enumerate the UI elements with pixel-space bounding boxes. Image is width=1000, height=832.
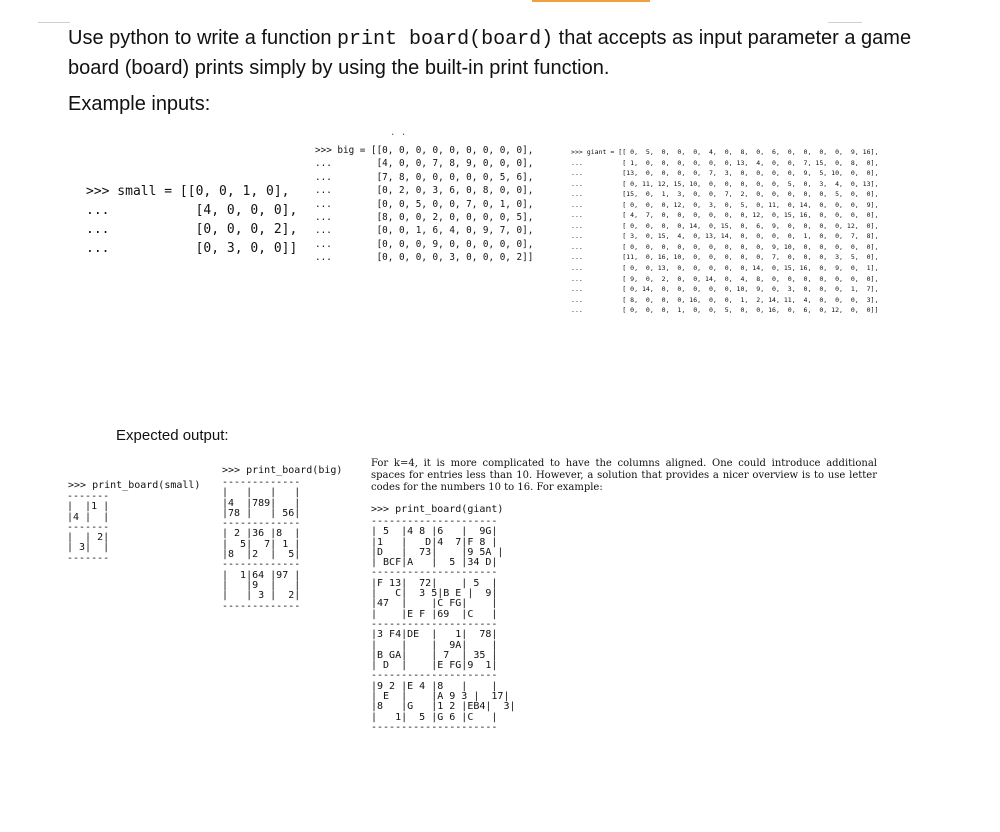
giant-board-input: >>> giant = [[ 0, 5, 0, 0, 0, 4, 0, 8, 0, 6, 0, 0, 0, 0, 9, 16], ... [ 1, 0, 0, 0, 0, 0, 0, 13, 4, 0, 0, 7, 15, 0, 8, 0], ... [13, 0, 0, 0, 0, 7, 3, 0, 0, 0, 0, 9, 5, 10, 0, 0], ... [ 0, 11, 12, 15, 10, 0, 0, 0, 0, 0, 5, 0, 3, 4, 0, 13], ... [15, 0, 1, 3, 0, 0, 7, 2, 0, 0, 0, 0, 0, 5, 0, 0], ... [ 0, 0, 0, 12, 0, 3, 0, 5, 0, 11, 0, 14, 0, 0, 0, 9], ... [ 4, 7, 0, 0, 0, 0, 0, 0, 12, 0, 15, 16, 0, 0, 0, 0], ... [ 0, 0, 0, 0, 14, 0, 15, 0, 6, 9, 0, 0, 0, 0, 12, 0], ... [ 3, 0, 15, 4, 0, 13, 14, 0, 0, 0, 0, 1, 0, 0, 7, 8], ... [ 0, 0, 0, 0, 0, 0, 0, 0, 0, 9, 10, 0, 0, 0, 0, 0], ... [11, 0, 16, 10, 0, 0, 0, 0, 0, 7, 0, 0, 0, 3, 5, 0], ... [ 0, 0, 13, 0, 0, 0, 0, 0, 14, 0, 15, 16, 0, 9, 0, 1], ... [ 9, 0, 2, 0, 0, 14, 0, 4, 8, 0, 0, 0, 0, 0, 0, 0], ... [ 0, 14, 0, 0, 0, 0, 0, 10, 9, 0, 3, 0, 0, 0, 1, 7], ... [ 8, 0, 0, 0, 16, 0, 0, 1, 2, 14, 11, 4, 0, 0, 0, 3], ... [ 0, 0, 0, 1, 0, 0, 5, 0, 0, 16, 0, 6, 0, 12, 0, 0]] (571, 148, 879, 315)
giant-explanation: For k=4, it is more complicated to have the columns aligned. One could introduce additional spaces for entries less than 10. However, a solution that provides a nicer overview is to use letter codes for the numbers 10 to 16. For example: (371, 458, 877, 493)
top-divider-left (38, 22, 70, 23)
top-divider-right (828, 22, 862, 23)
big-board-output: ------------- | | | | |4 |789| | |78 | | 56| ------------- | 2 |36 |8 | | 5| 7| 1 | |8 |2 | 5| ------------- | 1|64 |97 | | |9 | | | | 3 | 2| ------------- (222, 477, 301, 612)
intro-text-2: that accepts as input parameter a game board (board) prints simply by using the built-in print function. (68, 27, 912, 79)
intro-text-1: Use python to write a function (68, 27, 338, 49)
top-accent-mark (532, 0, 650, 2)
small-print-command: >>> print_board(small) (68, 480, 201, 491)
problem-statement (68, 24, 948, 83)
example-inputs-heading: Example inputs: (68, 93, 211, 115)
big-board-input: >>> big = [[0, 0, 0, 0, 0, 0, 0, 0, 0], ... [4, 0, 0, 7, 8, 9, 0, 0, 0], ... [7, 8, 0, 0, 0, 0, 0, 5, 6], ... [0, 2, 0, 3, 6, 0, 8, 0, 0], ... [0, 0, 5, 0, 0, 7, 0, 1, 0], ... [8, 0, 0, 2, 0, 0, 0, 0, 5], ... [0, 0, 1, 6, 4, 0, 9, 7, 0], ... [0, 0, 0, 9, 0, 0, 0, 0, 0], ... [0, 0, 0, 0, 3, 0, 0, 0, 2]] (315, 145, 534, 264)
giant-print-command: >>> print_board(giant) (371, 504, 504, 515)
small-board-output: ------- | |1 | |4 | | ------- | | 2| | 3| | ------- (67, 491, 110, 564)
giant-board-output: --------------------- | 5 |4 8 |6 | 9G| |1 | D|4 7|F 8 | |D | 73| |9 5A | | BCF|A | 5 |34 D| --------------------- |F 13| 72| | 5 | | C| 3 5|B E | 9| |47 | |C FG| | | |E F |69 |C | --------------------- |3 F4|DE | 1| 78| | | | 9A| | |B GA| | 7 | 35 | | D | |E FG|9 1| --------------------- |9 2 |E 4 |8 | | | E | |A 9 3 | 17| |8 |G |1 2 |EB4| 3| | 1| 5 |G 6 |C | --------------------- (371, 516, 516, 733)
small-board-input: >>> small = [[0, 0, 1, 0], ... [4, 0, 0, 0], ... [0, 0, 0, 2], ... [0, 3, 0, 0]] (86, 184, 298, 256)
expected-output-heading: Expected output: (116, 427, 229, 444)
big-print-command: >>> print_board(big) (222, 465, 343, 476)
ellipsis-mark: . . (390, 128, 407, 138)
function-signature: print board(board) (337, 28, 554, 51)
